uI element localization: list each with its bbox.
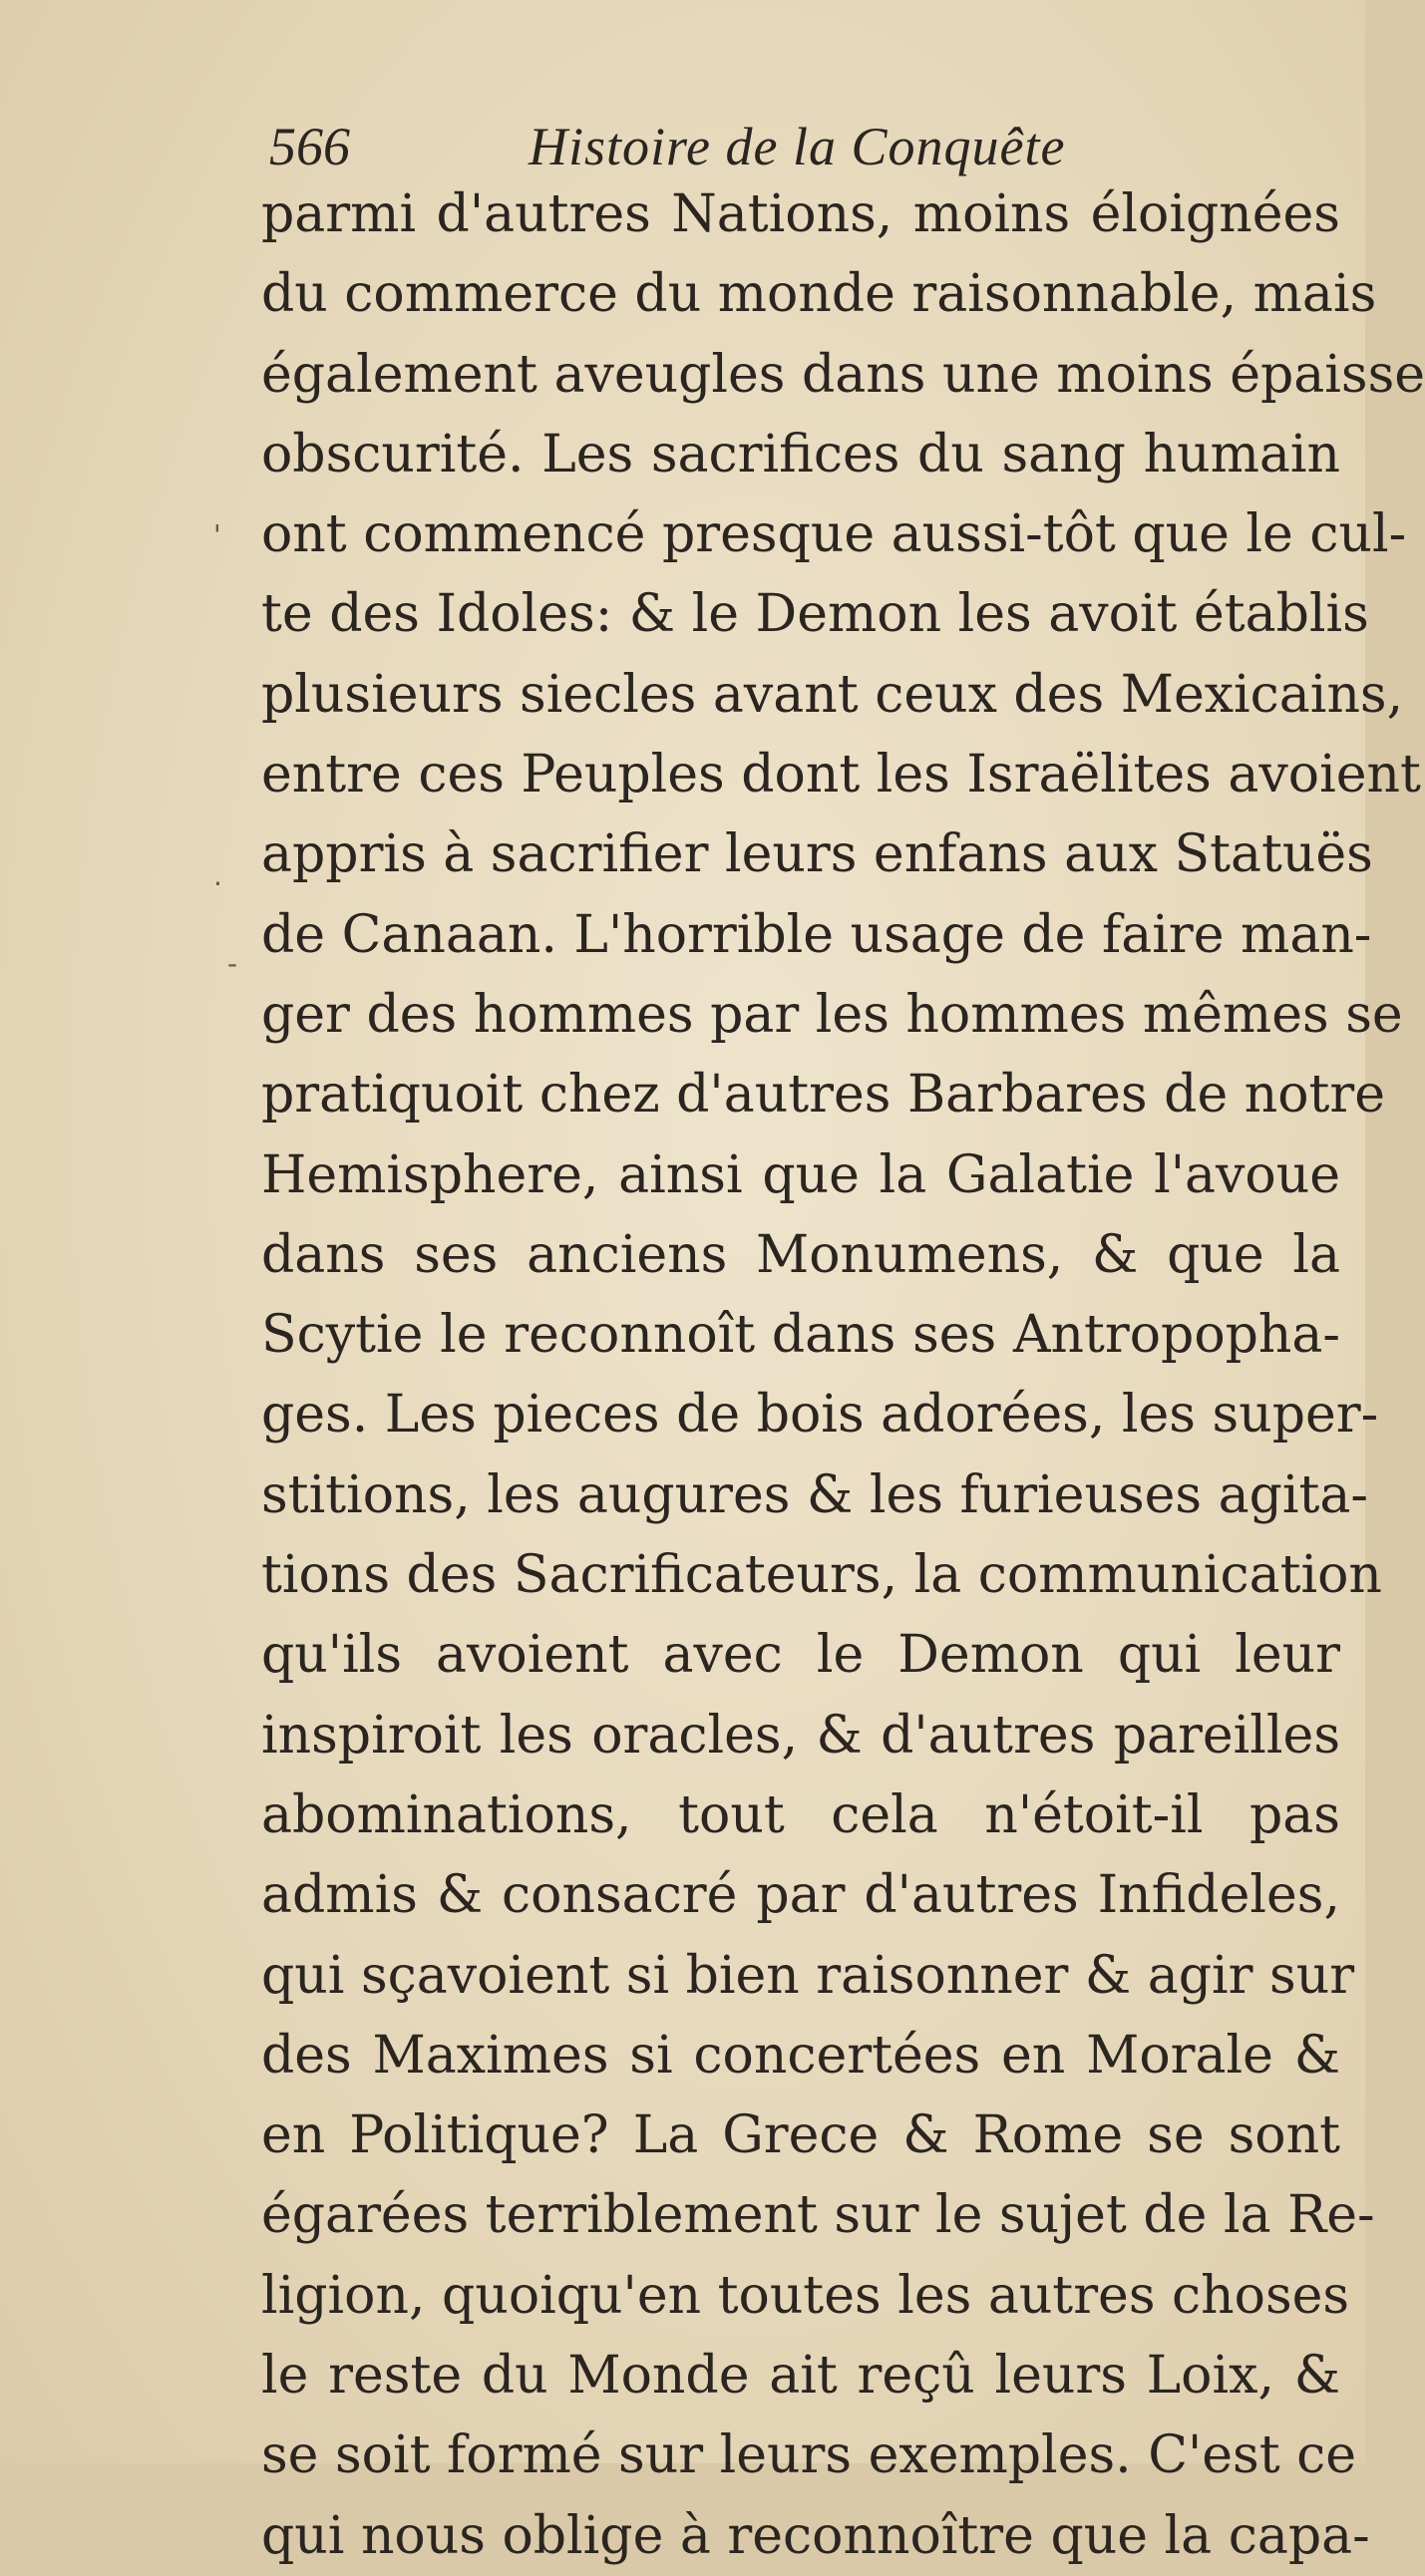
text-line: qui sçavoient si bien raisonner & agir sur bbox=[261, 1945, 1355, 2006]
text-line: abominations, tout cela n'étoit-il pas bbox=[261, 1784, 1340, 1845]
text-line: le reste du Monde ait reçû leurs Loix, & bbox=[261, 2346, 1340, 2407]
text-line: pratiquoit chez d'autres Barbares de notre bbox=[261, 1065, 1386, 1126]
text-line: qui nous oblige à reconnoître que la capa- bbox=[261, 2505, 1370, 2566]
text-line: stitions, les augures & les furieuses agita- bbox=[261, 1464, 1369, 1525]
text-line: dans ses anciens Monumens, & que la bbox=[261, 1224, 1340, 1285]
running-title: Histoire de la Conquête bbox=[529, 117, 1066, 176]
text-line: te des Idoles: & le Demon les avoit établis bbox=[261, 584, 1369, 645]
text-line: appris à sacrifier leurs enfans aux Statuës bbox=[261, 824, 1373, 885]
margin-mark: . bbox=[213, 859, 222, 892]
body-text bbox=[261, 174, 1425, 2576]
text-line: Hemisphere, ainsi que la Galatie l'avoue bbox=[261, 1144, 1340, 1205]
text-line: qu'ils avoient avec le Demon qui leur bbox=[261, 1625, 1340, 1686]
text-line: Scytie le reconnoît dans ses Antropopha- bbox=[261, 1305, 1340, 1366]
text-line: en Politique? La Grece & Rome se sont bbox=[261, 2105, 1340, 2166]
text-line: entre ces Peuples dont les Israëlites avoient bbox=[261, 745, 1421, 805]
page-header bbox=[269, 112, 1167, 181]
text-line: tions des Sacrificateurs, la communication bbox=[261, 1545, 1382, 1606]
text-line: des Maximes si concertées en Morale & bbox=[261, 2025, 1340, 2086]
page-number: 566 bbox=[269, 117, 350, 176]
margin-mark: ' bbox=[213, 518, 221, 551]
text-line: inspiroit les oracles, & d'autres pareilles bbox=[261, 1705, 1340, 1766]
margin-mark: - bbox=[227, 947, 238, 980]
text-line: ligion, quoiqu'en toutes les autres choses bbox=[261, 2265, 1350, 2326]
text-line: plusieurs siecles avant ceux des Mexicains, bbox=[261, 664, 1404, 725]
text-line: admis & consacré par d'autres Infideles, bbox=[261, 1865, 1340, 1926]
text-line: parmi d'autres Nations, moins éloignées bbox=[261, 184, 1340, 244]
text-line: ont commencé presque aussi-tôt que le cul- bbox=[261, 504, 1407, 565]
text-line: égarées terriblement sur le sujet de la Re- bbox=[261, 2185, 1375, 2246]
text-line: se soit formé sur leurs exemples. C'est ce bbox=[261, 2425, 1357, 2486]
text-line: ges. Les pieces de bois adorées, les super- bbox=[261, 1385, 1379, 1446]
text-line: obscurité. Les sacrifices du sang humain bbox=[261, 424, 1340, 484]
text-line: également aveugles dans une moins épaisse bbox=[261, 344, 1425, 405]
text-line: de Canaan. L'horrible usage de faire man- bbox=[261, 904, 1372, 965]
text-line: du commerce du monde raisonnable, mais bbox=[261, 264, 1377, 325]
text-line: ger des hommes par les hommes mêmes se bbox=[261, 984, 1403, 1045]
